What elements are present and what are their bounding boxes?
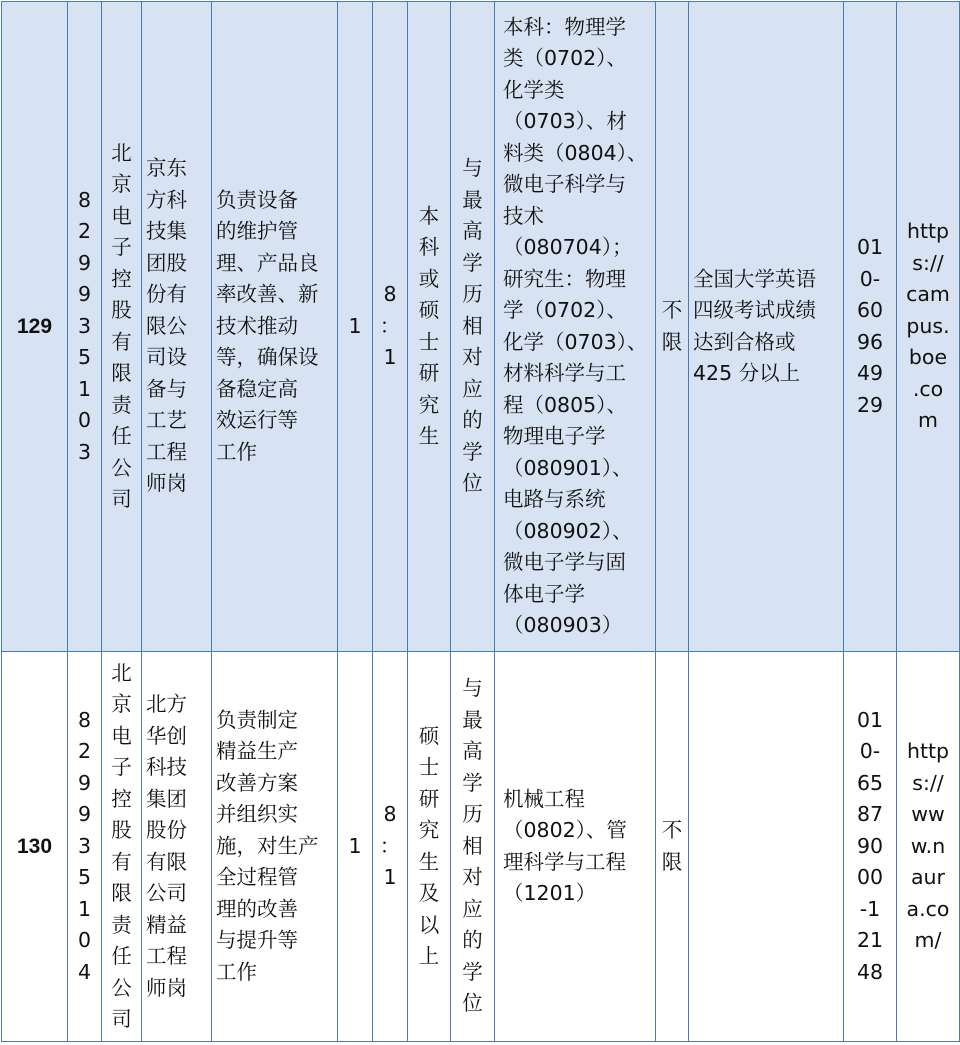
row-number: 129 bbox=[2, 2, 68, 652]
table-row bbox=[2, 652, 960, 1042]
contact-phone: 01 0- 60 96 49 29 bbox=[844, 2, 897, 652]
recruitment-table bbox=[1, 1, 960, 1042]
education-requirement: 本 科 或 硕 士 研 究 生 bbox=[408, 2, 451, 652]
interview-ratio: 8 ： 1 bbox=[373, 2, 408, 652]
job-duties: 负责制定 精益生产 改善方案 并组织实 施，对生产 全过程管 理的改善 与提升等 工作 bbox=[212, 652, 338, 1042]
other-requirements bbox=[689, 652, 844, 1042]
other-requirements: 全国大学英语 四级考试成绩 达到合格或 425 分以上 bbox=[689, 2, 844, 652]
interview-ratio: 8 ： 1 bbox=[373, 652, 408, 1042]
table-row bbox=[2, 2, 960, 652]
education-requirement: 硕 士 研 究 生 及 以 上 bbox=[408, 652, 451, 1042]
department-position: 京东 方科 技集 团股 份有 限公 司设 备与 工艺 工程 师岗 bbox=[142, 2, 212, 652]
position-code: 8 2 9 9 3 5 1 0 4 bbox=[68, 652, 102, 1042]
job-duties: 负责设备 的维护管 理、产品良 率改善、新 技术推动 等，确保设 备稳定高 效运行等 工作 bbox=[212, 2, 338, 652]
contact-phone: 01 0- 65 87 90 00 -1 21 48 bbox=[844, 652, 897, 1042]
row-number: 130 bbox=[2, 652, 68, 1042]
major-requirement: 本科：物理学 类（0702）、 化学类 （0703）、材 料类（0804）、 微电子科学与 技术 （080704）； 研究生：物理 学（0702）、 化学（0703）、 材料科学与工 程（0805）、 物理电子学 （080901）、 电路与系统 （080902）、 微电子学与固 体电子学 （080903） bbox=[495, 2, 656, 652]
political-status: 不 限 bbox=[656, 652, 689, 1042]
recruit-count: 1 bbox=[338, 2, 373, 652]
political-status: 不 限 bbox=[656, 2, 689, 652]
major-requirement: 机械工程 （0802）、管 理科学与工程 （1201） bbox=[495, 652, 656, 1042]
employer-unit: 北 京 电 子 控 股 有 限 责 任 公 司 bbox=[102, 2, 142, 652]
employer-unit: 北 京 电 子 控 股 有 限 责 任 公 司 bbox=[102, 652, 142, 1042]
position-code: 8 2 9 9 3 5 1 0 3 bbox=[68, 2, 102, 652]
degree-requirement: 与 最 高 学 历 相 对 应 的 学 位 bbox=[451, 2, 495, 652]
recruit-count: 1 bbox=[338, 652, 373, 1042]
department-position: 北方 华创 科技 集团 股份 有限 公司 精益 工程 师岗 bbox=[142, 652, 212, 1042]
degree-requirement: 与 最 高 学 历 相 对 应 的 学 位 bbox=[451, 652, 495, 1042]
website-link[interactable]: http s:// cam pus. boe .co m bbox=[897, 2, 960, 652]
website-link[interactable]: http s:// ww w.n aur a.co m/ bbox=[897, 652, 960, 1042]
